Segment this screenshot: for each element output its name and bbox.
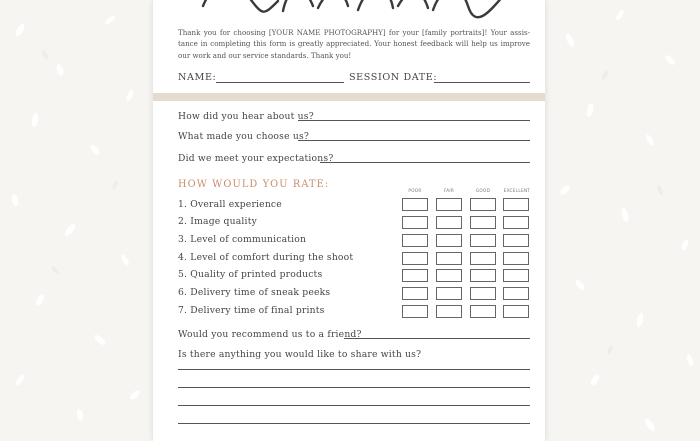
rating-box-3-excellent[interactable] bbox=[503, 234, 529, 247]
answer-line-expectations[interactable] bbox=[320, 162, 530, 163]
name-session-row bbox=[178, 72, 530, 86]
rating-box-7-poor[interactable] bbox=[402, 305, 428, 318]
answer-line-heard-about[interactable] bbox=[298, 120, 530, 121]
rating-box-6-fair[interactable] bbox=[436, 287, 462, 300]
rating-section-heading: HOW WOULD YOU RATE: bbox=[178, 179, 330, 190]
question-heard-about: How did you hear about us? bbox=[178, 111, 314, 122]
question-share: Is there anything you would like to share with us? bbox=[178, 349, 422, 360]
rating-box-4-excellent[interactable] bbox=[503, 252, 529, 265]
rating-box-7-good[interactable] bbox=[470, 305, 496, 318]
answer-line-recommend[interactable] bbox=[344, 338, 530, 339]
answer-line-choose-us[interactable] bbox=[298, 140, 530, 141]
rating-box-5-poor[interactable] bbox=[402, 269, 428, 282]
answer-line-share-3[interactable] bbox=[178, 405, 530, 406]
column-header-excellent: EXCELLENT bbox=[503, 188, 531, 193]
column-header-good: GOOD bbox=[475, 188, 491, 193]
name-label: NAME: bbox=[178, 72, 217, 83]
rating-item-2: 2. Image quality bbox=[178, 216, 257, 227]
answer-line-share-1[interactable] bbox=[178, 369, 530, 370]
intro-paragraph: Thank you for choosing [YOUR NAME PHOTOGRAPHY] for your [family portraits]! Your assis- tance in completing this form is greatly appreciated. Your honest feedback will help us improve our work and our service standards. Thank you! bbox=[178, 28, 530, 60]
rating-box-6-excellent[interactable] bbox=[503, 287, 529, 300]
rating-box-5-fair[interactable] bbox=[436, 269, 462, 282]
rating-box-2-fair[interactable] bbox=[436, 216, 462, 229]
rating-item-3: 3. Level of communication bbox=[178, 234, 307, 245]
rating-box-2-poor[interactable] bbox=[402, 216, 428, 229]
rating-item-7: 7. Delivery time of final prints bbox=[178, 305, 325, 316]
rating-box-1-good[interactable] bbox=[470, 198, 496, 211]
question-recommend: Would you recommend us to a friend? bbox=[178, 329, 362, 340]
rating-box-6-poor[interactable] bbox=[402, 287, 428, 300]
rating-box-1-fair[interactable] bbox=[436, 198, 462, 211]
name-field[interactable] bbox=[216, 82, 344, 83]
rating-box-6-good[interactable] bbox=[470, 287, 496, 300]
rating-box-2-excellent[interactable] bbox=[503, 216, 529, 229]
session-date-label: SESSION DATE: bbox=[349, 72, 438, 83]
rating-box-3-poor[interactable] bbox=[402, 234, 428, 247]
divider-band bbox=[153, 93, 545, 101]
question-expectations: Did we meet your expectations? bbox=[178, 153, 334, 164]
rating-box-5-good[interactable] bbox=[470, 269, 496, 282]
rating-box-2-good[interactable] bbox=[470, 216, 496, 229]
rating-box-1-poor[interactable] bbox=[402, 198, 428, 211]
rating-box-4-good[interactable] bbox=[470, 252, 496, 265]
rating-box-4-poor[interactable] bbox=[402, 252, 428, 265]
rating-box-5-excellent[interactable] bbox=[503, 269, 529, 282]
column-header-fair: FAIR bbox=[443, 188, 455, 193]
rating-item-6: 6. Delivery time of sneak peeks bbox=[178, 287, 331, 298]
session-date-field[interactable] bbox=[434, 82, 530, 83]
rating-item-1: 1. Overall experience bbox=[178, 199, 282, 210]
script-title-artwork bbox=[193, 0, 513, 20]
answer-line-share-4[interactable] bbox=[178, 423, 530, 424]
column-header-poor: POOR bbox=[408, 188, 422, 193]
answer-line-share-2[interactable] bbox=[178, 387, 530, 388]
rating-box-7-fair[interactable] bbox=[436, 305, 462, 318]
question-choose-us: What made you choose us? bbox=[178, 131, 309, 142]
rating-box-3-fair[interactable] bbox=[436, 234, 462, 247]
rating-item-4: 4. Level of comfort during the shoot bbox=[178, 252, 354, 263]
rating-box-1-excellent[interactable] bbox=[503, 198, 529, 211]
rating-item-5: 5. Quality of printed products bbox=[178, 269, 323, 280]
feedback-form-sheet bbox=[153, 0, 545, 441]
rating-box-3-good[interactable] bbox=[470, 234, 496, 247]
rating-box-7-excellent[interactable] bbox=[503, 305, 529, 318]
rating-box-4-fair[interactable] bbox=[436, 252, 462, 265]
